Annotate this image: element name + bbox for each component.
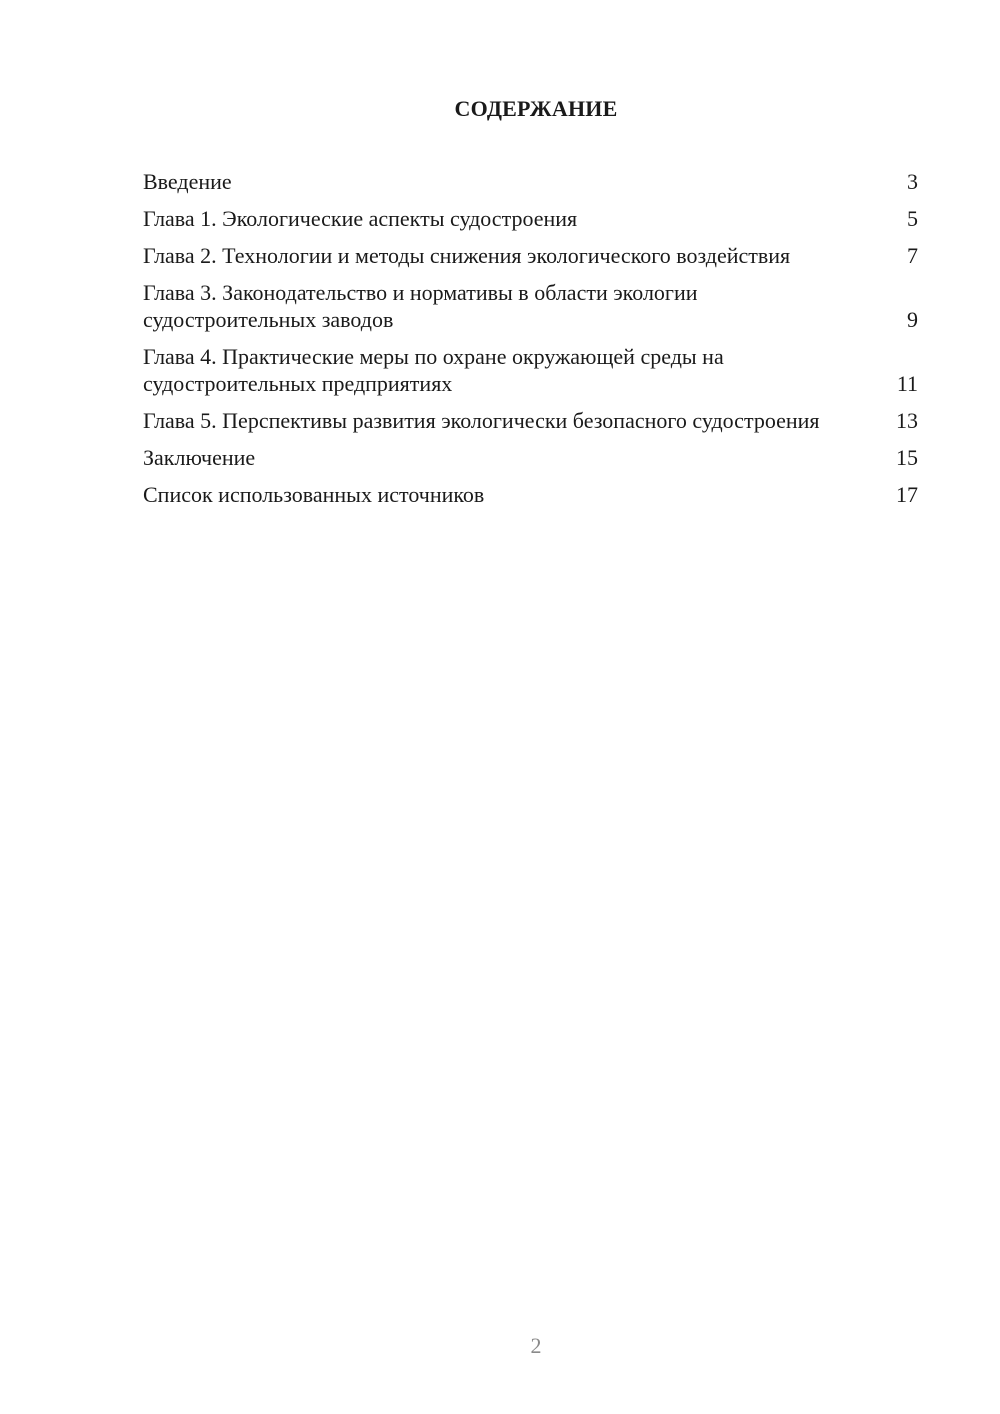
toc-entry-chapter-1[interactable] bbox=[143, 205, 918, 232]
toc-entry-text: Глава 1. Экологические аспекты судостроения bbox=[143, 206, 578, 231]
toc-entry-text: Список использованных источников bbox=[143, 482, 485, 507]
toc-entry-chapter-3[interactable] bbox=[143, 279, 918, 333]
page-title: СОДЕРЖАНИЕ bbox=[454, 96, 618, 121]
toc-entry-page-number: 11 bbox=[896, 371, 918, 396]
toc-entry-text: Заключение bbox=[143, 445, 256, 470]
toc-entry-text: Глава 2. Технологии и методы снижения экологического воздействия bbox=[143, 243, 791, 268]
toc-entry-page-number: 3 bbox=[907, 169, 918, 194]
toc-entry-introduction[interactable] bbox=[143, 168, 918, 195]
toc-entry-page-number: 13 bbox=[896, 408, 918, 433]
toc-entry-chapter-5[interactable] bbox=[143, 407, 918, 434]
toc-entry-page-number: 5 bbox=[907, 206, 918, 231]
toc-entry-page-number: 7 bbox=[907, 243, 918, 268]
toc-entry-page-number: 15 bbox=[896, 445, 918, 470]
toc-entry-text: Глава 5. Перспективы развития экологически безопасного судостроения bbox=[143, 408, 820, 433]
toc-entry-chapter-2[interactable] bbox=[143, 242, 918, 269]
toc-entry-text: Введение bbox=[143, 169, 232, 194]
toc-entry-text: Глава 4. Практические меры по охране окружающей среды на судостроительных предприятиях bbox=[143, 344, 724, 396]
toc-entry-page-number: 9 bbox=[907, 307, 918, 332]
toc-entry-text: Глава 3. Законодательство и нормативы в области экологии судостроительных заводов bbox=[143, 280, 698, 332]
toc-entry-conclusion[interactable] bbox=[143, 444, 918, 471]
toc-entry-page-number: 17 bbox=[896, 482, 918, 507]
toc-entry-references[interactable] bbox=[143, 481, 918, 508]
toc-entry-chapter-4[interactable] bbox=[143, 343, 918, 397]
page-number: 2 bbox=[530, 1333, 542, 1358]
table-of-contents bbox=[143, 168, 918, 518]
